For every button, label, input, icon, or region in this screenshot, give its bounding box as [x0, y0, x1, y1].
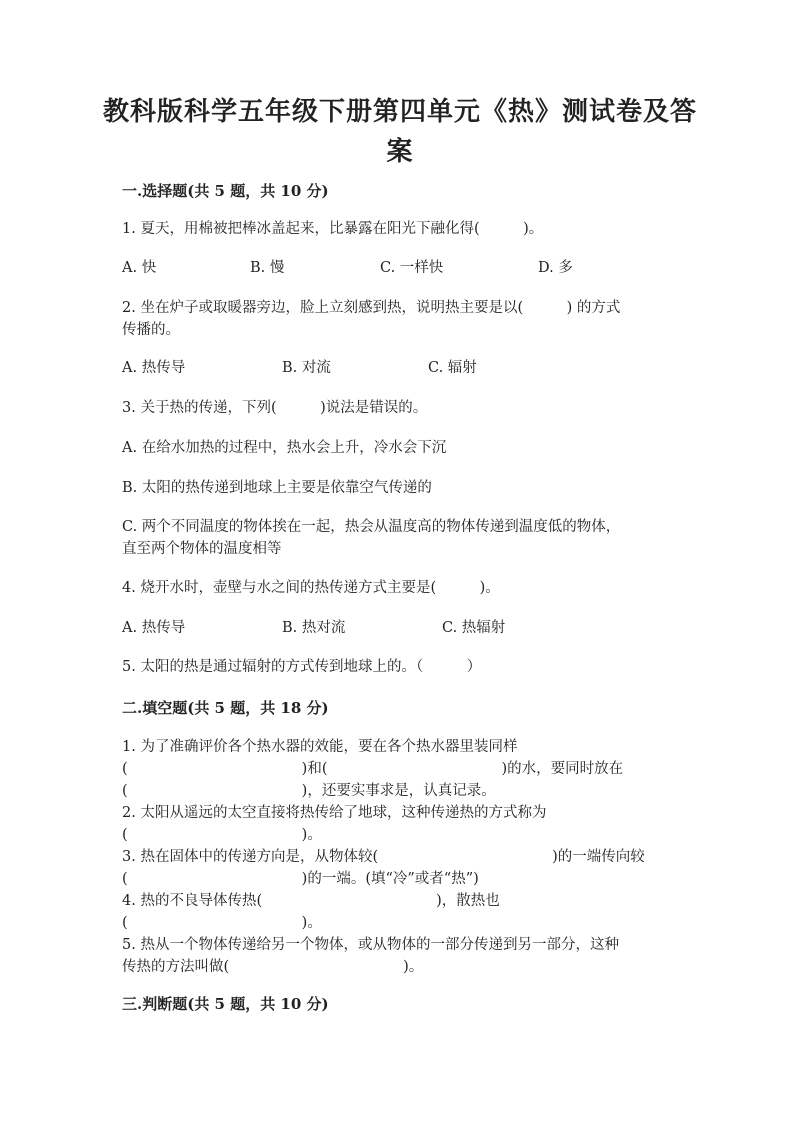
- section-heading-fill: 二.填空题(共 5 题，共 18 分): [122, 699, 329, 717]
- fill-line-2: ( )和( )的水，要同时放在: [122, 761, 624, 777]
- fill-line-1: 1. 为了准确评价各个热水器的效能，要在各个热水器里装同样: [122, 739, 518, 755]
- question-4: 4. 烧开水时，壶壁与水之间的热传递方式主要是( )。: [122, 580, 500, 596]
- question-3: 3. 关于热的传递，下列( )说法是错误的。: [122, 400, 428, 416]
- page-title: 教科版科学五年级下册第四单元《热》测试卷及答案: [102, 97, 697, 167]
- q2-option-b: B. 对流: [282, 360, 331, 376]
- section-heading-judge: 三.判断题(共 5 题，共 10 分): [122, 995, 329, 1013]
- fill-line-11: 传热的方法叫做( )。: [122, 959, 424, 975]
- fill-line-7: ( )的一端。(填“冷”或者“热”): [122, 871, 479, 887]
- q3-option-c-line-1: C. 两个不同温度的物体挨在一起，热会从温度高的物体传递到温度低的物体，: [122, 519, 621, 535]
- question-1: 1. 夏天，用棉被把棒冰盖起来，比暴露在阳光下融化得( )。: [122, 221, 544, 237]
- fill-line-6: 3. 热在固体中的传递方向是，从物体较( )的一端传向较: [122, 849, 645, 865]
- fill-line-3: ( )，还要实事求是，认真记录。: [122, 783, 496, 799]
- q3-option-a: A. 在给水加热的过程中，热水会上升，冷水会下沉: [122, 440, 447, 456]
- fill-line-8: 4. 热的不良导体传热( )，散热也: [122, 893, 500, 909]
- q1-option-d: D. 多: [538, 260, 573, 276]
- fill-line-4: 2. 太阳从遥远的太空直接将热传给了地球，这种传递热的方式称为: [122, 805, 547, 821]
- q3-option-c-line-2: 直至两个物体的温度相等: [122, 541, 282, 557]
- q2-option-a: A. 热传导: [122, 360, 186, 376]
- fill-line-5: ( )。: [122, 827, 322, 843]
- q1-option-b: B. 慢: [250, 260, 285, 276]
- q2-option-c: C. 辐射: [428, 360, 477, 376]
- question-2-line-1: 2. 坐在炉子或取暖器旁边，脸上立刻感到热，说明热主要是以( ) 的方式: [122, 300, 621, 316]
- q1-option-a: A. 快: [122, 260, 157, 276]
- q3-option-b: B. 太阳的热传递到地球上主要是依靠空气传递的: [122, 480, 432, 496]
- fill-line-10: 5. 热从一个物体传递给另一个物体，或从物体的一部分传递到另一部分，这种: [122, 937, 619, 953]
- q4-option-b: B. 热对流: [282, 620, 346, 636]
- section-heading-choice: 一.选择题(共 5 题，共 10 分): [122, 182, 329, 200]
- fill-line-9: ( )。: [122, 915, 322, 931]
- q4-option-a: A. 热传导: [122, 620, 186, 636]
- q1-option-c: C. 一样快: [380, 260, 444, 276]
- question-2-line-2: 传播的。: [122, 322, 180, 338]
- question-5: 5. 太阳的热是通过辐射的方式传到地球上的。（ ）: [122, 659, 482, 675]
- q4-option-c: C. 热辐射: [442, 620, 506, 636]
